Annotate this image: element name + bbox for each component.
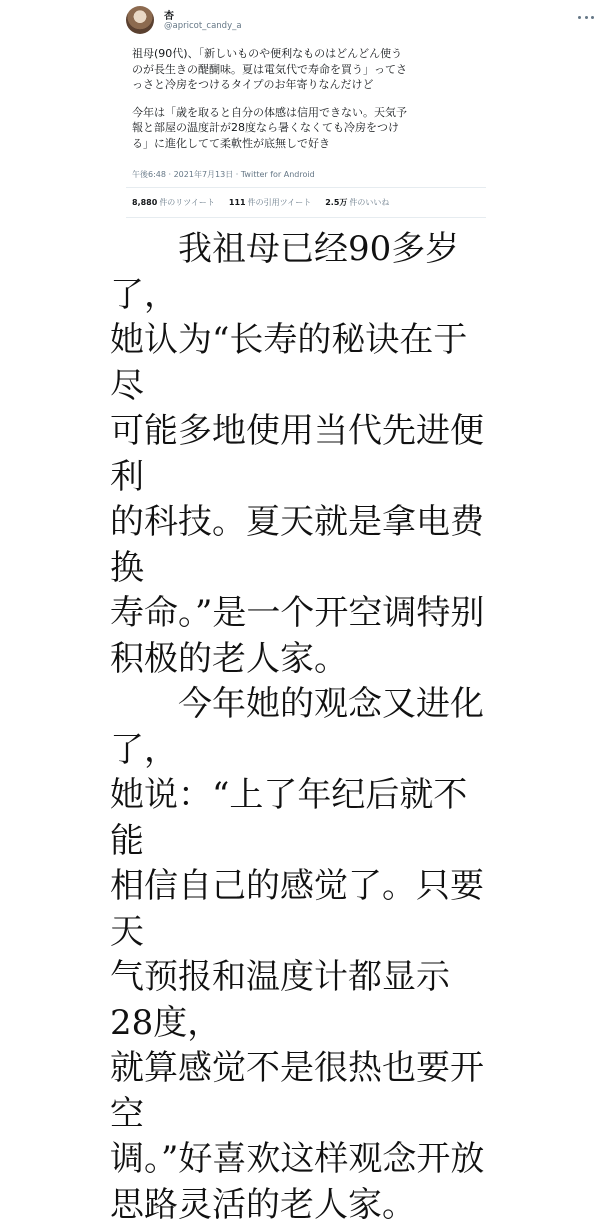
- quotes-stat[interactable]: [229, 197, 311, 208]
- tweet-card: [0, 0, 600, 218]
- divider: [126, 217, 486, 218]
- display-name[interactable]: 杏: [164, 11, 174, 22]
- tweet-stats: [132, 197, 389, 208]
- translation-paragraph-1: 我祖母已经90多岁了， 她认为“长寿的秘诀在于尽 可能多地使用当代先进便利 的科技。夏天就是拿电费换 寿命。”是一个开空调特别 积极的老人家。: [110, 229, 485, 679]
- divider: [126, 187, 486, 188]
- tweet-paragraph-1: 祖母(90代)、「新しいものや便利なものはどんどん使う のが長生きの醍醐味。夏は電気代で寿命を買う」ってさ っさと冷房をつけるタイプのお年寄りなんだけど: [132, 47, 407, 91]
- timestamp-text[interactable]: 午後6:48 · 2021年7月13日 ·: [132, 170, 241, 179]
- translation-text: [110, 227, 490, 1228]
- retweets-label: 件のリツイート: [159, 198, 215, 207]
- user-handle[interactable]: @apricot_candy_a: [164, 21, 242, 31]
- retweets-count: 8,880: [132, 198, 158, 207]
- tweet-timestamp: [132, 169, 315, 180]
- retweets-stat[interactable]: [132, 197, 215, 208]
- avatar[interactable]: [126, 6, 154, 34]
- source-link[interactable]: Twitter for Android: [240, 170, 315, 179]
- likes-label: 件のいいね: [349, 198, 390, 207]
- likes-stat[interactable]: [325, 197, 389, 208]
- tweet-text: [132, 46, 482, 151]
- more-dots-icon[interactable]: [578, 12, 594, 22]
- likes-count: 2.5万: [325, 198, 348, 207]
- translation-paragraph-2: 今年她的观念又进化了， 她说：“上了年纪后就不能 相信自己的感觉了。只要天 气预报和温度计都显示28度， 就算感觉不是很热也要开空 调。”好喜欢这样观念开放 思路灵活的老人家。: [110, 684, 485, 1225]
- quotes-label: 件の引用ツイート: [247, 198, 312, 207]
- tweet-paragraph-2: 今年は「歳を取ると自分の体感は信用できない。天気予 報と部屋の温度計が28度なら暑くなくても冷房をつけ る」に進化してて柔軟性が底無しで好き: [132, 105, 407, 150]
- tweet-header: [126, 6, 486, 36]
- quotes-count: 111: [228, 198, 246, 207]
